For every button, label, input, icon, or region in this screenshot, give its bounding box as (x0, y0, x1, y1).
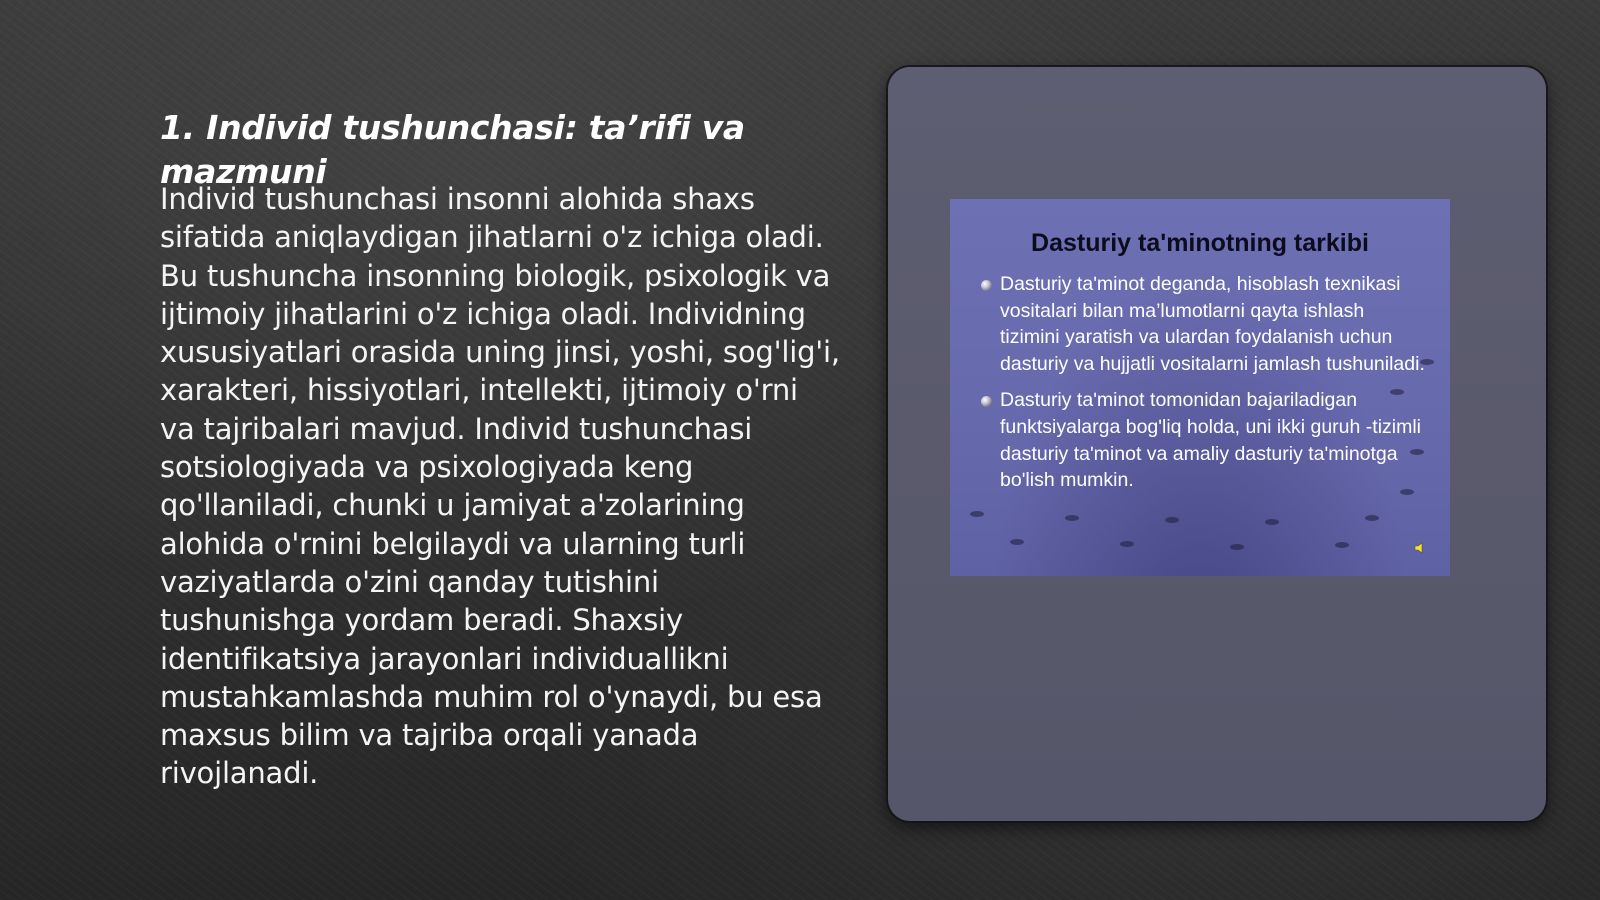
embedded-slide-title: Dasturiy taʹminotning tarkibi (1031, 229, 1369, 257)
decorative-dot (1230, 544, 1244, 550)
decorative-dot (1265, 519, 1279, 525)
slide-body-text: Individ tushunchasi insonni alohida shaxs sifatida aniqlaydigan jihatlarni o'z ichiga oladi. Bu tushuncha insonning biologik, psixologik va ijtimoiy jihatlarini o'z ichiga oladi. Individning xususiyatlari orasida uning jinsi, yoshi, sog'lig'i, xarakteri, hissiyotlari, intellekti, ijtimoiy o'rni va tajribalari mavjud. Individ tushunchasi sotsiologiyada va psixologiyada keng qo'llaniladi, chunki u jamiyat a'zolarining alohida o'rnini belgilaydi va ularning turli vaziyatlarda o'zini qanday tutishini tushunishga yordam beradi. Shaxsiy identifikatsiya jarayonlari individuallikni mustahkamlashda muhim rol o'ynaydi, bu esa maxsus bilim va tajriba orqali yanada rivojlanadi. (160, 182, 840, 791)
embedded-slide-bullet-item (978, 387, 1428, 493)
decorative-dot (1365, 515, 1379, 521)
decorative-dot (1120, 541, 1134, 547)
decorative-dot (1065, 515, 1079, 521)
decorative-dot (1010, 539, 1024, 545)
decorative-dot (970, 511, 984, 517)
embedded-slide-bullet-text: Dasturiy taʹminot tomonidan bajariladigan funktsiyalarga bogʹliq holda, uni ikki guruh -tizimli dasturiy taʹminot va amaliy dasturiy taʹminotga boʹlish mumkin. (1000, 389, 1422, 492)
embedded-slide-bullet-text: Dasturiy taʹminot deganda, hisoblash texnikasi vositalari bilan ma’lumotlarni qayta ishlash tizimini yaratish va ulardan foydalanish uchun dasturiy va hujjatli vositalarni jamlash tushuniladi. (1000, 273, 1425, 375)
decorative-dot (1335, 542, 1349, 548)
slide-text-block (160, 106, 840, 793)
embedded-slide-bullet-item (978, 271, 1428, 377)
slide-heading: 1. Individ tushunchasi: ta’rifi va mazmuni (160, 108, 745, 191)
embedded-slide-image (950, 199, 1450, 576)
sphere-bullet-icon (981, 280, 992, 291)
decorative-dot (1165, 517, 1179, 523)
sphere-bullet-icon (981, 396, 992, 407)
speaker-icon (1414, 542, 1426, 554)
embedded-slide-bullet-list (978, 271, 1428, 504)
